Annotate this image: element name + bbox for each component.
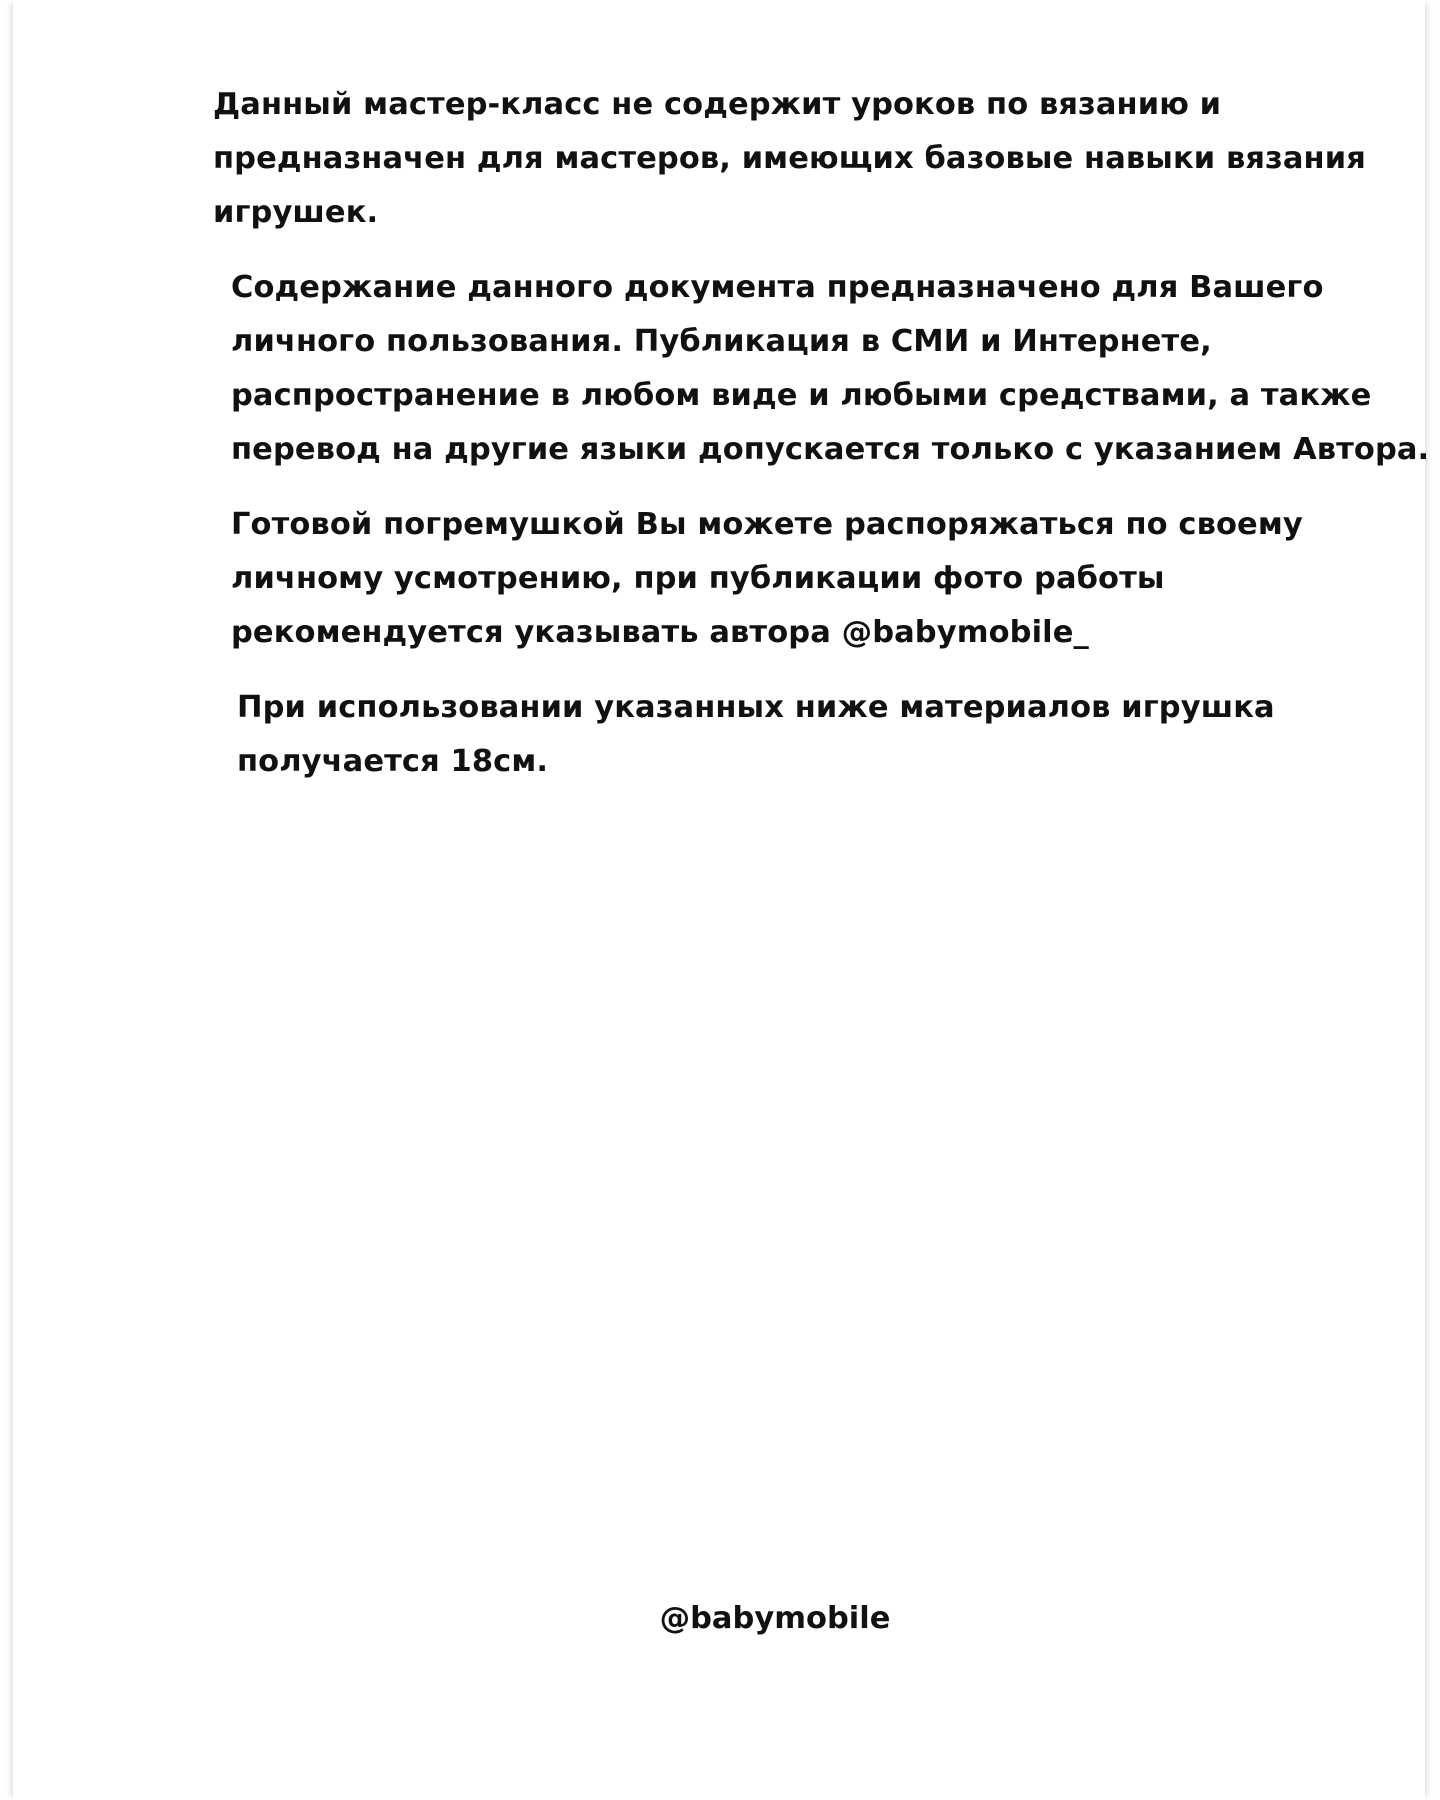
text-line: Содержание данного документа предназначено для Вашего [231, 270, 1324, 305]
text-line: распространение в любом виде и любыми средствами, а также [231, 378, 1372, 413]
text-line: личному усмотрению, при публикации фото работы [231, 561, 1165, 596]
text-line: Готовой погремушкой Вы можете распоряжаться по своему [231, 507, 1303, 542]
paragraph-disclaimer [213, 78, 1366, 240]
paragraph-usage [213, 498, 1343, 660]
text-line: личного пользования. Публикация в СМИ и Интернете, [231, 324, 1212, 359]
text-line: Данный мастер-класс не содержит уроков по вязанию и [213, 87, 1222, 122]
text-line: При использовании указанных ниже материалов игрушка [237, 690, 1275, 725]
text-line: рекомендуется указывать автора @babymobile_ [231, 615, 1089, 650]
text-line: предназначен для мастеров, имеющих базовые навыки вязания [213, 141, 1366, 176]
text-line: получается 18см. [237, 744, 549, 779]
text-line: перевод на другие языки допускается только с указанием Автора. [231, 432, 1430, 467]
document-page [13, 0, 1430, 1800]
text-line: игрушек. [213, 195, 379, 230]
footer-text: @babymobile [659, 1601, 891, 1636]
paragraph-materials [213, 681, 1343, 789]
document-body [213, 78, 1430, 810]
paragraph-copyright [213, 261, 1430, 477]
footer-handle [13, 1592, 1425, 1646]
